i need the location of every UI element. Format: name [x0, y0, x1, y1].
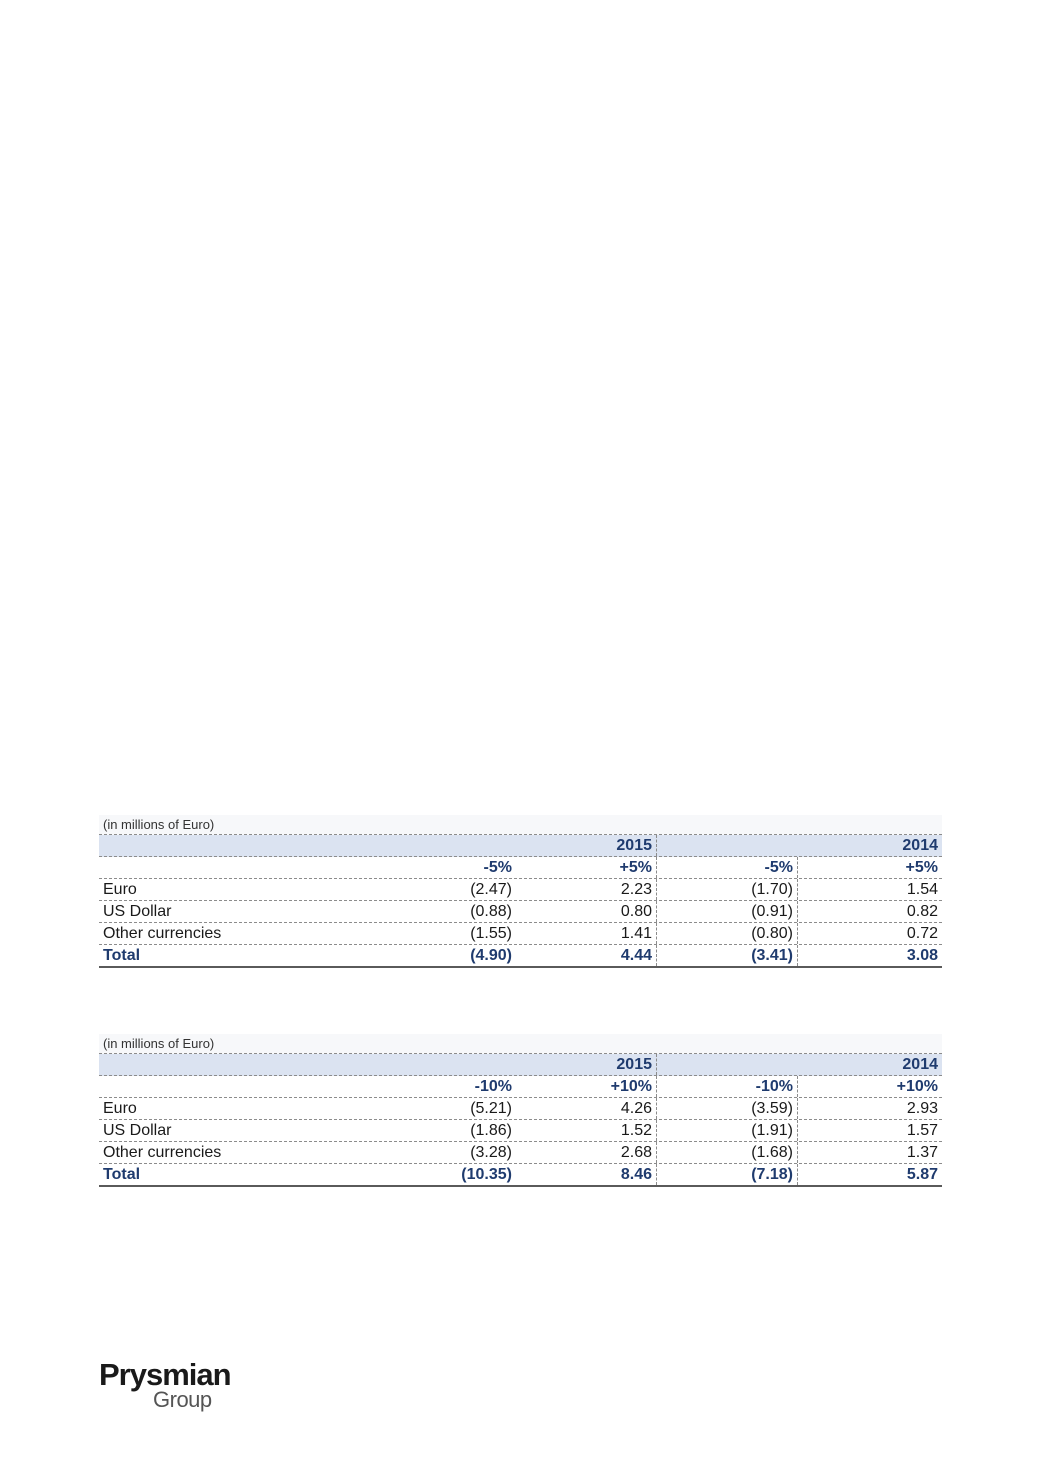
row-label: Other currencies — [103, 1144, 222, 1161]
table-row — [99, 901, 942, 923]
cell-value: (0.80) — [657, 923, 798, 944]
row-label: Euro — [103, 1100, 137, 1117]
cell-value: 4.44 — [516, 945, 657, 966]
cell-value: 1.41 — [516, 923, 657, 944]
year-header-row — [99, 1054, 942, 1076]
col-header: +10% — [896, 1078, 938, 1095]
year-header-row — [99, 835, 942, 857]
row-label: US Dollar — [103, 1122, 172, 1139]
cell-value: 2.23 — [516, 879, 657, 900]
table-row — [99, 879, 942, 901]
cell-value: (4.90) — [470, 947, 512, 964]
cell-value: (1.68) — [657, 1142, 798, 1163]
cell-value: (3.41) — [657, 945, 798, 966]
cell-value: (0.88) — [470, 903, 512, 920]
cell-value: (7.18) — [657, 1164, 798, 1185]
cell-value: 2.68 — [516, 1142, 657, 1163]
sensitivity-table-5pct — [99, 815, 942, 968]
cell-value: 8.46 — [516, 1164, 657, 1185]
row-label: Total — [103, 947, 141, 964]
col-header: +10% — [516, 1076, 657, 1097]
cell-value: 1.57 — [906, 1122, 938, 1139]
cell-value: (0.91) — [657, 901, 798, 922]
cell-value: (3.28) — [470, 1144, 512, 1161]
logo-subtitle: Group — [153, 1387, 212, 1412]
scenario-header-row — [99, 857, 942, 879]
cell-value: (1.55) — [470, 925, 512, 942]
col-header: -10% — [657, 1076, 798, 1097]
col-header: -5% — [483, 859, 512, 876]
cell-value: 5.87 — [906, 1166, 938, 1183]
row-label: Euro — [103, 881, 137, 898]
year-2015-header: 2015 — [99, 835, 657, 856]
table-row — [99, 923, 942, 945]
prysmian-group-logo — [99, 1357, 231, 1412]
year-2015-header: 2015 — [99, 1054, 657, 1075]
table-row — [99, 1142, 942, 1164]
row-label: US Dollar — [103, 903, 172, 920]
col-header: +5% — [516, 857, 657, 878]
cell-value: 3.08 — [906, 947, 938, 964]
table-caption: (in millions of Euro) — [99, 1034, 942, 1054]
cell-value: 0.80 — [516, 901, 657, 922]
cell-value: (5.21) — [470, 1100, 512, 1117]
cell-value: (1.86) — [470, 1122, 512, 1139]
table-row — [99, 1120, 942, 1142]
year-2014-header: 2014 — [902, 1056, 938, 1073]
cell-value: (1.70) — [657, 879, 798, 900]
cell-value: (1.91) — [657, 1120, 798, 1141]
total-row — [99, 945, 942, 968]
cell-value: 0.72 — [906, 925, 938, 942]
scenario-header-row — [99, 1076, 942, 1098]
cell-value: 4.26 — [516, 1098, 657, 1119]
logo-name: Prysmian — [99, 1357, 231, 1392]
table-row — [99, 1098, 942, 1120]
year-2014-header: 2014 — [902, 837, 938, 854]
row-label: Other currencies — [103, 925, 222, 942]
empty-cell — [99, 1076, 419, 1097]
col-header: -5% — [657, 857, 798, 878]
cell-value: 0.82 — [906, 903, 938, 920]
table-caption: (in millions of Euro) — [99, 815, 942, 835]
cell-value: 1.54 — [906, 881, 938, 898]
sensitivity-table-10pct — [99, 1034, 942, 1187]
col-header: +5% — [905, 859, 938, 876]
cell-value: 1.52 — [516, 1120, 657, 1141]
cell-value: 1.37 — [906, 1144, 938, 1161]
cell-value: (10.35) — [461, 1166, 512, 1183]
cell-value: (3.59) — [657, 1098, 798, 1119]
empty-cell — [99, 857, 419, 878]
cell-value: (2.47) — [470, 881, 512, 898]
cell-value: 2.93 — [906, 1100, 938, 1117]
col-header: -10% — [474, 1078, 512, 1095]
row-label: Total — [103, 1166, 141, 1183]
total-row — [99, 1164, 942, 1187]
